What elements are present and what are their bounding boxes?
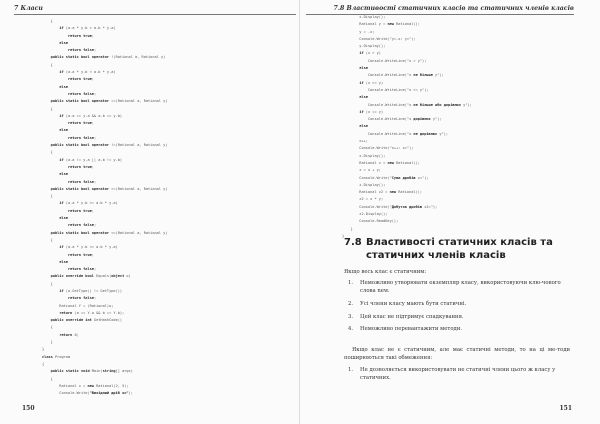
- code-text: Console.WriteLine("x: [342, 102, 414, 107]
- code-text: [42, 48, 68, 52]
- code-text: !(Rational a, Rational y): [109, 55, 166, 60]
- code-text: (a.a * y.b < a.b * y.a): [63, 70, 116, 75]
- code-text: ;: [91, 33, 94, 38]
- code-keyword: else: [59, 259, 68, 264]
- static-methods-restrictions-list: [348, 366, 570, 387]
- code-text: {: [42, 325, 53, 330]
- code-keyword: return false: [67, 91, 94, 96]
- code-line: [42, 47, 168, 54]
- code-line: [42, 303, 168, 310]
- code-line: [42, 62, 168, 69]
- code-line: [42, 127, 168, 134]
- code-line: [42, 69, 168, 76]
- list-item-number: 4.: [348, 326, 354, 333]
- code-text: [42, 187, 51, 191]
- code-keyword: if: [59, 70, 64, 75]
- code-keyword: Сума дробів: [391, 175, 416, 180]
- code-text: Console.ReadKey();: [342, 219, 399, 224]
- code-line: [342, 189, 472, 196]
- code-keyword: return false: [67, 135, 94, 140]
- code-line: [342, 36, 472, 43]
- code-keyword: else: [359, 124, 368, 129]
- code-keyword: else: [359, 66, 368, 71]
- code-line: [42, 222, 168, 229]
- code-line: [342, 109, 472, 116]
- code-text: ;: [93, 48, 97, 53]
- code-text: Rational();: [393, 22, 420, 27]
- code-line: [42, 368, 168, 375]
- code-keyword: return false: [67, 179, 94, 184]
- code-text: [42, 318, 51, 322]
- code-text: Rational Y = (Rational)o;: [42, 303, 114, 308]
- code-keyword: public static bool operator: [50, 55, 110, 60]
- code-line: [42, 310, 168, 317]
- code-line: [42, 390, 168, 397]
- list-item-text: Не дозволяється використовувати не статичні члени цього ж класу у статичних.: [360, 367, 556, 382]
- code-text: (a.a * y.b >= a.b * y.a): [63, 201, 118, 206]
- code-text: Console.Write(": [342, 204, 392, 209]
- code-text: ;: [91, 208, 94, 213]
- code-keyword: new: [387, 22, 394, 27]
- code-text: Console.WriteLine("x: [342, 131, 414, 136]
- code-line: [342, 153, 472, 160]
- code-text: [342, 51, 359, 55]
- code-line: [42, 281, 168, 288]
- code-line: [42, 361, 168, 368]
- code-text: Console.WriteLine("x: [342, 73, 414, 78]
- code-line: [342, 87, 472, 94]
- list-item-text: Неможливо перевантажити методи.: [360, 326, 463, 333]
- code-text: [42, 77, 68, 81]
- code-line: [342, 226, 472, 233]
- code-line: [42, 230, 168, 237]
- code-text: [] args): [115, 369, 133, 374]
- list-item-text: Усі члени класу мають бути статичні.: [360, 300, 467, 307]
- code-text: Console.WriteLine("x: [342, 117, 414, 122]
- code-keyword: return true: [67, 33, 92, 38]
- code-line: [42, 215, 168, 222]
- section-title-line2: статичних членів класів: [366, 250, 506, 261]
- code-text: Console.Write("x++: x=");: [342, 146, 414, 151]
- code-line: [42, 346, 168, 353]
- code-line: [42, 273, 168, 280]
- code-text: }: [42, 340, 53, 345]
- code-keyword: if: [59, 288, 64, 293]
- code-line: [342, 14, 472, 21]
- code-line: [42, 324, 168, 331]
- code-text: ;: [93, 296, 97, 301]
- code-keyword: public override int: [50, 318, 92, 323]
- code-line: [342, 138, 472, 145]
- code-text: (x == y): [363, 109, 384, 114]
- code-keyword: else: [59, 40, 68, 45]
- code-text: {: [42, 376, 53, 381]
- code-text: [42, 223, 68, 227]
- code-keyword: не дорівнює: [413, 131, 438, 136]
- code-keyword: new: [87, 383, 94, 388]
- header-rule-left: [14, 14, 296, 15]
- code-text: (a.a == y.a && a.b == y.b): [63, 113, 123, 118]
- code-text: Main(: [89, 369, 103, 374]
- code-text: [342, 110, 359, 114]
- code-text: [42, 114, 59, 118]
- code-text: [42, 34, 68, 38]
- code-text: {: [42, 194, 53, 199]
- code-text: {: [42, 19, 53, 23]
- code-text: [42, 136, 68, 140]
- code-keyword: Добуток дробів: [391, 204, 423, 209]
- code-keyword: не більше: [413, 73, 433, 78]
- code-text: <=(Rational a, Rational y): [109, 230, 168, 235]
- code-text: 0;: [72, 332, 79, 337]
- code-line: [42, 18, 168, 25]
- code-text: [342, 124, 359, 128]
- code-text: [42, 311, 59, 315]
- code-text: z2.Display();: [342, 212, 388, 217]
- code-text: ;: [93, 179, 97, 184]
- code-text: y");: [461, 102, 472, 107]
- code-line: [42, 332, 168, 339]
- code-text: (x > y): [363, 51, 381, 56]
- code-text: [42, 70, 59, 74]
- code-line: [342, 167, 472, 174]
- code-line: [342, 94, 472, 101]
- code-line: [42, 259, 168, 266]
- code-text: [342, 81, 359, 85]
- code-text: Rational();: [396, 190, 423, 195]
- code-text: x.Display();: [342, 15, 386, 19]
- code-line: [42, 376, 168, 383]
- code-text: [42, 231, 51, 235]
- running-head-right: 7.8 Властивості статичних класів та статичних членів класів: [333, 5, 574, 12]
- code-line: [42, 157, 168, 164]
- code-text: [42, 85, 59, 89]
- list-item: [348, 300, 570, 308]
- code-keyword: "Вихідний дріб x=": [89, 391, 129, 396]
- code-keyword: object: [111, 274, 125, 279]
- code-text: ;: [91, 77, 94, 82]
- code-line: [42, 244, 168, 251]
- code-line: [42, 288, 168, 295]
- code-text: x.Display();: [342, 153, 386, 158]
- code-keyword: if: [59, 245, 64, 250]
- code-text: >=(Rational a, Rational y): [109, 186, 168, 191]
- code-text: ;: [93, 223, 97, 228]
- code-text: ;: [93, 91, 97, 96]
- code-text: {: [42, 62, 53, 67]
- code-keyword: new: [389, 190, 397, 195]
- code-line: [42, 171, 168, 178]
- code-text: y");: [432, 73, 444, 78]
- code-keyword: new: [387, 160, 394, 165]
- code-text: [42, 128, 59, 132]
- code-text: {: [42, 150, 53, 155]
- code-text: y");: [437, 131, 449, 136]
- code-line: [342, 21, 472, 28]
- code-line: [42, 252, 168, 259]
- list-item: [348, 279, 570, 295]
- code-keyword: public static void: [50, 369, 90, 374]
- code-text: (a.a * y.b <= a.b * y.a): [63, 245, 118, 250]
- code-line: [42, 91, 168, 98]
- code-keyword: public static bool operator: [50, 186, 110, 191]
- code-line: [342, 131, 472, 138]
- code-text: o): [124, 274, 131, 279]
- code-line: [42, 193, 168, 200]
- code-text: [42, 55, 51, 59]
- code-keyword: return false: [67, 48, 94, 53]
- code-line: [342, 175, 472, 182]
- list-item-number: 2.: [348, 300, 354, 307]
- code-line: [42, 33, 168, 40]
- code-text: [42, 172, 59, 176]
- code-line: [42, 339, 168, 346]
- code-text: {: [42, 361, 45, 366]
- code-keyword: else: [359, 95, 368, 100]
- code-line: [42, 120, 168, 127]
- code-text: [42, 180, 68, 184]
- code-text: GetHashCode(): [91, 318, 123, 323]
- code-text: [42, 274, 51, 278]
- code-text: );: [128, 391, 133, 396]
- section-intro: Якщо весь клас є статичним:: [344, 269, 427, 275]
- list-item-number: 1.: [348, 280, 354, 286]
- code-text: Console.WriteLine("x > y");: [342, 58, 427, 63]
- code-listing-right: [342, 14, 472, 240]
- code-text: [42, 165, 68, 169]
- code-text: [42, 260, 59, 264]
- code-line: [342, 50, 472, 57]
- code-text: Console.WriteLine("x >= y");: [342, 87, 429, 92]
- code-line: [42, 98, 168, 105]
- code-line: [42, 76, 168, 83]
- code-line: [342, 102, 472, 109]
- code-keyword: return true: [67, 77, 92, 82]
- code-keyword: return: [59, 310, 73, 315]
- code-keyword: if: [359, 109, 364, 114]
- code-line: [342, 29, 472, 36]
- code-keyword: return true: [67, 208, 92, 213]
- code-keyword: public override bool: [50, 274, 94, 279]
- code-line: [342, 80, 472, 87]
- code-text: [42, 267, 68, 271]
- code-text: z2=");: [422, 204, 438, 209]
- code-text: ;: [93, 135, 97, 140]
- code-text: ;: [91, 164, 94, 169]
- code-line: [342, 211, 472, 218]
- code-text: [42, 333, 59, 337]
- code-text: [42, 99, 51, 103]
- right-page: [300, 0, 600, 424]
- running-head-left: 7 Класи: [14, 5, 43, 12]
- code-text: (a.a != y.a || a.b != y.b): [63, 157, 123, 162]
- code-line: [42, 295, 168, 302]
- code-line: [42, 208, 168, 215]
- code-text: [42, 121, 68, 125]
- code-line: [342, 43, 472, 50]
- code-keyword: else: [59, 84, 68, 89]
- code-line: [342, 72, 472, 79]
- code-text: [42, 201, 59, 205]
- code-text: [42, 41, 59, 45]
- list-item: [348, 366, 570, 382]
- code-text: [42, 26, 59, 30]
- code-keyword: return false: [67, 267, 94, 272]
- code-text: [42, 92, 68, 96]
- code-text: z=");: [415, 175, 429, 180]
- code-line: [42, 186, 168, 193]
- code-keyword: return true: [67, 121, 92, 126]
- code-keyword: public static bool operator: [50, 99, 110, 104]
- code-text: }: [42, 347, 45, 352]
- code-line: [42, 149, 168, 156]
- page-number-left: 150: [22, 405, 35, 412]
- code-text: [42, 245, 59, 249]
- code-keyword: public static bool operator: [50, 230, 110, 235]
- list-item-number: 3.: [348, 313, 354, 320]
- code-line: [42, 200, 168, 207]
- code-text: ;: [93, 267, 97, 272]
- list-item-number: 1.: [348, 367, 354, 373]
- code-keyword: return true: [67, 164, 92, 169]
- code-text: {: [42, 237, 53, 242]
- code-line: [342, 204, 472, 211]
- code-text: z = x + y;: [342, 168, 381, 173]
- code-text: [342, 66, 359, 70]
- code-line: [342, 160, 472, 167]
- code-text: }: [342, 226, 353, 231]
- code-line: [342, 58, 472, 65]
- code-keyword: string: [102, 369, 116, 374]
- static-methods-paragraph: Якщо клас не є статичним, але має статичні методи, то на ці ме-тоди поширюються такі обмеження:: [344, 347, 570, 361]
- code-listing-left: [42, 18, 168, 397]
- code-text: z2 = x * y;: [342, 197, 384, 202]
- section-title-line1: Властивості статичних класів та: [366, 237, 553, 248]
- code-text: {: [42, 281, 53, 286]
- code-text: y.Display();: [342, 44, 386, 49]
- code-line: [342, 65, 472, 72]
- code-line: [42, 113, 168, 120]
- code-line: [342, 182, 472, 189]
- code-keyword: if: [359, 51, 364, 56]
- code-text: [42, 158, 59, 162]
- code-text: [342, 95, 359, 99]
- code-line: [42, 237, 168, 244]
- code-keyword: if: [59, 157, 64, 162]
- code-text: }: [342, 233, 345, 238]
- code-keyword: else: [59, 128, 68, 133]
- code-text: [42, 289, 59, 293]
- code-line: [42, 54, 168, 61]
- code-line: [42, 84, 168, 91]
- code-keyword: else: [59, 216, 68, 221]
- code-line: [342, 218, 472, 225]
- code-text: Console.Write("y=-x: y=");: [342, 36, 416, 41]
- code-line: [42, 179, 168, 186]
- code-text: !=(Rational a, Rational y): [109, 143, 168, 148]
- code-text: (x >= y): [363, 80, 384, 85]
- code-text: Rational(2, 5);: [93, 383, 129, 388]
- code-text: Rational z =: [342, 160, 388, 165]
- code-text: Equals(: [93, 274, 112, 279]
- list-item: [348, 313, 570, 321]
- code-line: [42, 317, 168, 324]
- code-text: {: [42, 106, 53, 111]
- code-keyword: return false: [67, 296, 94, 301]
- code-line: [342, 196, 472, 203]
- code-line: [42, 106, 168, 113]
- code-line: [42, 135, 168, 142]
- code-line: [42, 383, 168, 390]
- code-line: [42, 266, 168, 273]
- code-text: Rational z2 =: [342, 190, 390, 195]
- code-text: y = -x;: [342, 29, 375, 34]
- code-text: Program: [52, 354, 71, 359]
- code-line: [342, 123, 472, 130]
- code-line: [342, 116, 472, 123]
- code-line: [342, 145, 472, 152]
- code-text: Rational x =: [42, 383, 88, 388]
- code-text: [42, 209, 68, 213]
- code-text: (o.GetType() != GetType()): [63, 288, 123, 293]
- code-line: [42, 142, 168, 149]
- list-item-text: Цей клас не підтримує спадкування.: [360, 313, 464, 320]
- page-number-right: 151: [559, 405, 572, 412]
- code-text: x++;: [342, 139, 368, 144]
- code-keyword: public static bool operator: [50, 143, 110, 148]
- code-text: ;: [91, 252, 94, 257]
- section-heading: [342, 233, 570, 262]
- code-keyword: return: [59, 332, 73, 337]
- list-item: [348, 325, 570, 333]
- code-keyword: class: [42, 354, 53, 359]
- code-keyword: else: [59, 172, 68, 177]
- code-text: Console.Write(": [342, 175, 392, 180]
- code-keyword: if: [359, 80, 364, 85]
- code-text: Rational();: [393, 160, 420, 165]
- code-keyword: дорівнює: [413, 117, 431, 122]
- code-text: [42, 216, 59, 220]
- code-text: [42, 253, 68, 257]
- code-text: ;: [91, 121, 94, 126]
- code-text: [42, 143, 51, 147]
- static-class-properties-list: [348, 279, 570, 338]
- code-line: [42, 164, 168, 171]
- code-text: Rational y =: [342, 22, 388, 27]
- code-text: (a == Y.a && b == Y.b);: [72, 310, 125, 315]
- code-keyword: if: [59, 201, 64, 206]
- code-text: [42, 296, 68, 300]
- code-line: [42, 354, 168, 361]
- code-text: ==(Rational a, Rational y): [109, 99, 168, 104]
- code-keyword: if: [59, 26, 64, 31]
- code-text: [42, 369, 51, 373]
- list-item-text: Неможливо утворювати екземпляр класу, використовуючи клю-чового слова new.: [360, 280, 561, 295]
- code-text: Console.Write(: [42, 391, 90, 396]
- code-keyword: return false: [67, 223, 94, 228]
- code-line: [42, 40, 168, 47]
- code-keyword: return true: [67, 252, 92, 257]
- code-line: [42, 25, 168, 32]
- code-text: y");: [430, 117, 442, 122]
- code-text: (a.a * y.b > a.b * y.a): [63, 26, 116, 31]
- code-keyword: if: [59, 113, 64, 118]
- section-number: 7.8: [344, 237, 362, 248]
- code-keyword: не більше або дорівнює: [413, 102, 462, 107]
- code-text: z.Display();: [342, 182, 386, 187]
